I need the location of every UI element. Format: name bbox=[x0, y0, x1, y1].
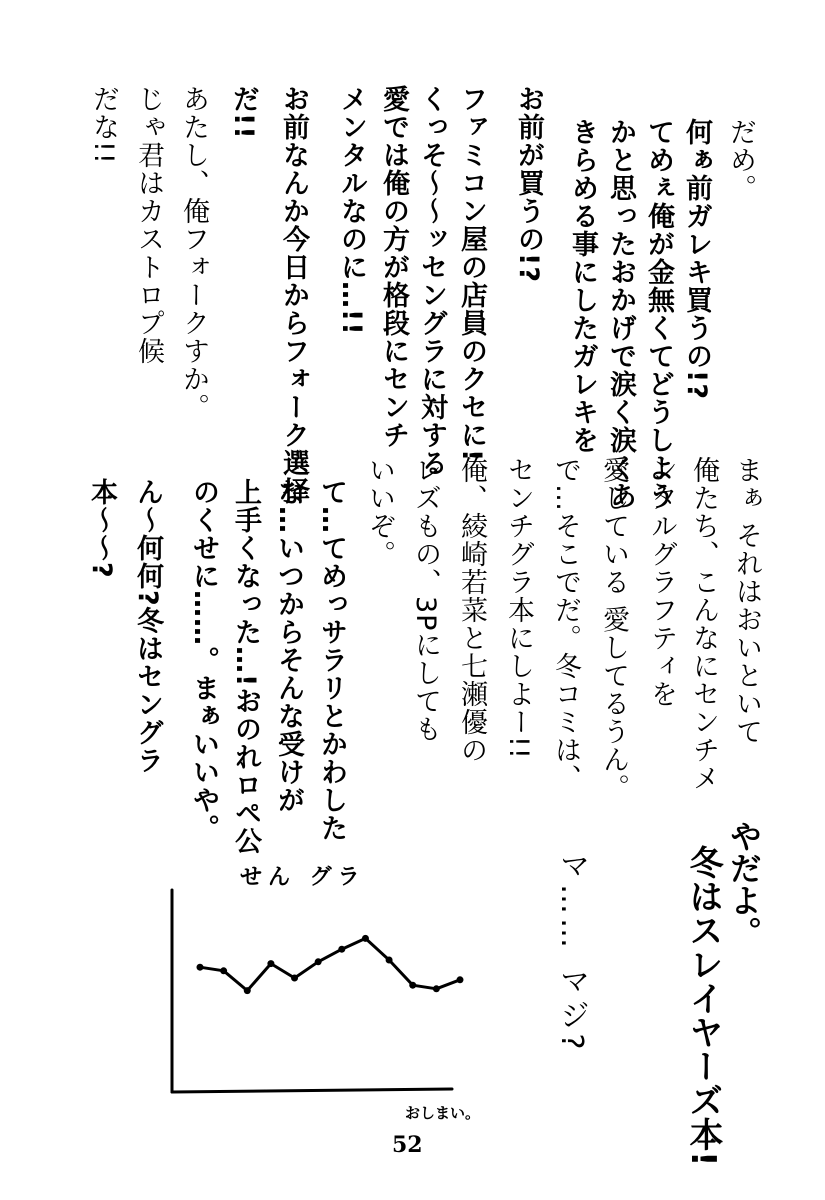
text-column: な…いつからそんな受けが bbox=[273, 478, 304, 814]
data-point bbox=[315, 958, 322, 965]
text-column: 何ぁ前ガレキ買うの!? bbox=[681, 118, 712, 400]
graph-title: せん グラ bbox=[240, 865, 366, 890]
text-column: で…そこでだ。冬コミは、 bbox=[550, 456, 581, 792]
text-column: だめ。 bbox=[725, 118, 756, 202]
text-column: いいぞ。 bbox=[364, 456, 395, 568]
data-point bbox=[291, 975, 298, 982]
text-column: メンタルなのに…!! bbox=[336, 85, 367, 336]
text-column: ファミコン屋の店員のクセに! bbox=[456, 85, 487, 463]
text-column: 愛している 愛してるうん。 bbox=[598, 456, 629, 802]
text-column: 俺たち、こんなにセンチメ bbox=[688, 456, 719, 792]
text-column: 上手くなった…!おのれロペ公 bbox=[230, 478, 261, 856]
text-column: お前が買うの!? bbox=[513, 85, 544, 283]
text-column: マ…… マジ? bbox=[554, 850, 589, 1054]
text-column: 愛では俺の方が格段にセンチ bbox=[378, 85, 409, 449]
text-column: 俺、綾崎若菜と七瀬優の bbox=[456, 456, 487, 764]
text-column: あたし、俺フォークすか。 bbox=[178, 85, 209, 421]
text-column: 本～～? bbox=[86, 478, 117, 579]
page-number: 52 bbox=[392, 1132, 423, 1158]
text-column: レズもの、3Pにしても bbox=[410, 456, 441, 744]
series-line bbox=[200, 938, 460, 990]
text-column: て…てめっサラリとかわした bbox=[316, 478, 347, 842]
text-column: きらめる事にしたガレキを bbox=[567, 118, 598, 454]
text-column: くっそ～～ッセングラに対する bbox=[416, 85, 447, 477]
text-column: ンタルグラフティを bbox=[646, 456, 677, 708]
data-point bbox=[409, 982, 416, 989]
text-column: のくせに……。まぁいいや。 bbox=[188, 478, 219, 842]
text-column: じゃ君はカストロプ候 bbox=[133, 85, 164, 365]
text-column: まぁ それはおいといて bbox=[731, 456, 762, 746]
data-point bbox=[197, 964, 204, 971]
text-column: ん～何何?冬はセングラ bbox=[132, 478, 163, 775]
data-point bbox=[457, 976, 464, 983]
data-point bbox=[338, 946, 345, 953]
text-column: センチグラ本にしよー!! bbox=[503, 456, 534, 760]
text-column: やだよ。 bbox=[725, 820, 763, 948]
end-label: おしまい。 bbox=[405, 1104, 481, 1122]
text-column: お前なんか今日からフォーク選择 bbox=[278, 85, 309, 505]
data-point bbox=[220, 967, 227, 974]
data-point bbox=[267, 960, 274, 967]
x-axis bbox=[172, 1089, 452, 1092]
line-graph bbox=[150, 850, 520, 1130]
data-point bbox=[386, 957, 393, 964]
data-point bbox=[433, 985, 440, 992]
text-column: てめぇ俺が金無くてどうしよう bbox=[643, 118, 674, 510]
text-column: かと思ったおかげで涙く涙くあ bbox=[605, 118, 636, 510]
data-point bbox=[244, 987, 251, 994]
text-column: 冬はスレイヤーズ本! bbox=[683, 845, 723, 1167]
text-column: だな!! bbox=[88, 85, 119, 165]
text-column: だ!! bbox=[228, 85, 259, 140]
data-point bbox=[362, 935, 369, 942]
